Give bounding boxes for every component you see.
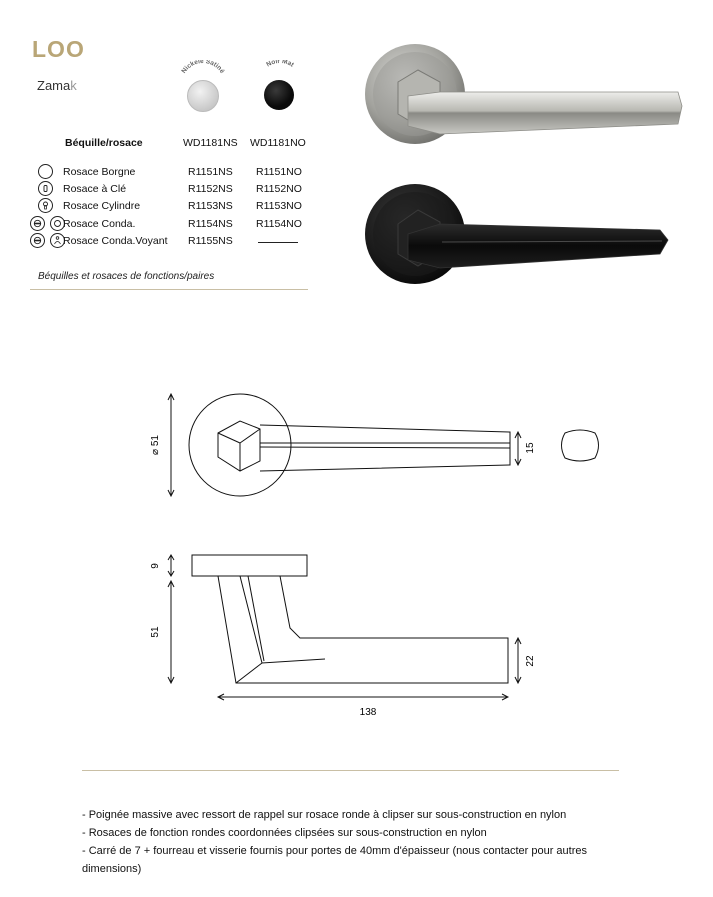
notes-divider [82, 770, 619, 771]
note-item: - Carré de 7 + fourreau et visserie fournis pour portes de 40mm d'épaisseur (nous contacter pour autres dimensions) [82, 845, 587, 875]
svg-text:Nickelé Satiné: Nickelé Satiné [180, 60, 226, 75]
note-item: - Rosaces de fonction rondes coordonnées clipsées sur sous-construction en nylon [82, 827, 487, 839]
row-ref-no-unavailable [258, 242, 298, 243]
product-notes [82, 806, 642, 878]
svg-text:Noir Mat: Noir Mat [265, 60, 295, 69]
table-header-no: WD1181NO [250, 137, 306, 149]
row-ref-ns: R1155NS [188, 235, 233, 247]
row-ref-no: R1153NO [256, 200, 302, 212]
row-ref-ns: R1154NS [188, 218, 233, 230]
product-title: LOO [32, 36, 85, 62]
row-ref-no: R1154NO [256, 218, 302, 230]
product-photos [360, 34, 690, 294]
note-item: - Poignée massive avec ressort de rappel sur rosace ronde à clipser sur sous-construction en nylon [82, 809, 567, 821]
condemnation-indicator-rosette-icon [30, 233, 65, 253]
row-ref-no: R1151NO [256, 166, 302, 178]
material-suffix: k [70, 78, 77, 93]
table-divider [30, 289, 308, 290]
cylinder-rosette-icon [38, 198, 53, 218]
diameter-dimension: ⌀ 51 [150, 435, 161, 455]
table-footnote: Béquilles et rosaces de fonctions/paires [38, 271, 215, 282]
row-label: Rosace Cylindre [63, 200, 141, 212]
row-ref-no: R1152NO [256, 183, 302, 195]
black-handle-photo [365, 184, 668, 284]
table-header-ns: WD1181NS [183, 137, 238, 149]
length-dimension: 138 [359, 707, 377, 718]
row-ref-ns: R1152NS [188, 183, 233, 195]
black-matte-swatch [264, 80, 294, 110]
height-dimension: 51 [150, 626, 161, 638]
row-label: Rosace à Clé [63, 183, 127, 195]
nickel-satin-swatch [187, 80, 219, 112]
table-header-label: Béquille/rosace [65, 137, 143, 149]
row-ref-ns: R1153NS [188, 200, 233, 212]
material-prefix: Zama [37, 78, 71, 93]
technical-drawing [140, 385, 620, 725]
material-label [37, 78, 77, 93]
row-ref-ns: R1151NS [188, 166, 233, 178]
nickel-handle-photo [365, 44, 682, 144]
row-label: Rosace Borgne [63, 166, 136, 178]
rose-thickness-dimension: 9 [150, 563, 161, 569]
grip-dimension: 22 [525, 655, 536, 667]
row-label: Rosace Conda.Voyant [63, 235, 168, 247]
row-label: Rosace Conda. [63, 218, 136, 230]
width-dimension: 15 [525, 442, 536, 454]
